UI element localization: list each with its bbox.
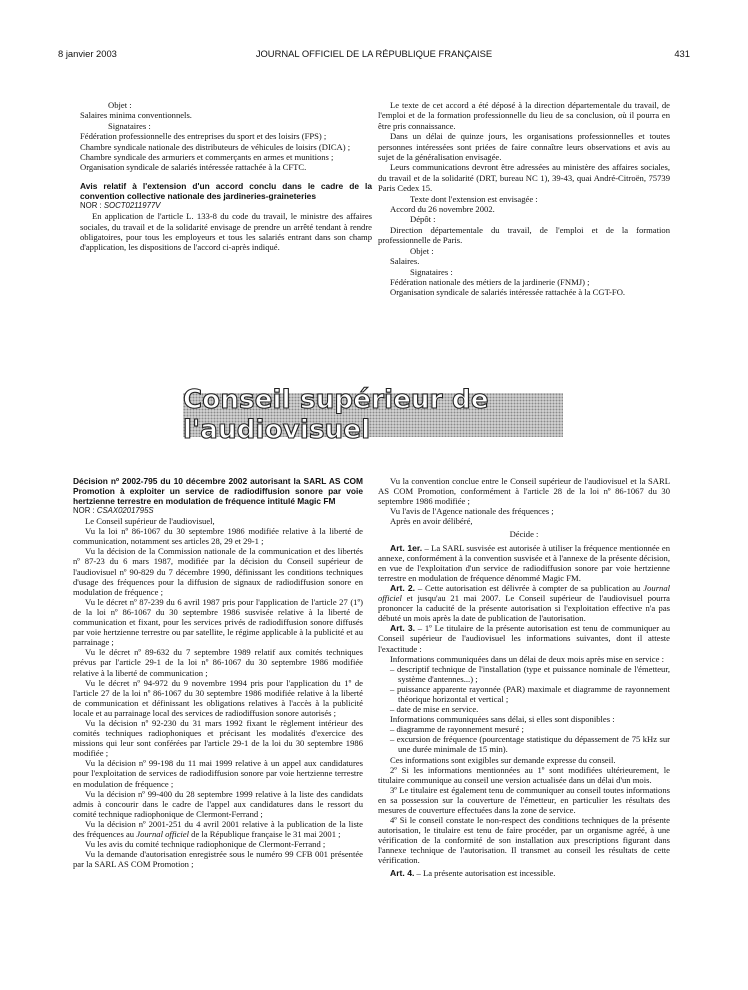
visa-13: Vu l'avis de l'Agence nationale des fréquences ; xyxy=(390,506,554,517)
visa-14: Après en avoir délibéré, xyxy=(390,516,473,527)
article-2 xyxy=(378,583,670,623)
depot-label: Dépôt : xyxy=(410,214,436,225)
texte-label: Texte dont l'extension est envisagée : xyxy=(410,193,538,204)
decide-label: Décide : xyxy=(509,529,539,540)
visa-5: Vu le décret nº 94-972 du 9 novembre 1994 pris pour l'application du 1º de l'article 27 de la loi nº 86-1067 du 30 septembre 1986 modifiée relative à la liberté de communication et définissant les obligations relatives à l'accès à la publicité locale et au parrainage local des services de radiodiffusion sonore autorisés ; xyxy=(73,677,363,718)
signataire-4: Organisation syndicale de salariés intéressée rattachée à la CFTC. xyxy=(80,162,307,173)
dash-item-3: – date de mise en service. xyxy=(390,704,479,715)
dash-item-4: – diagramme de rayonnement mesuré ; xyxy=(390,724,524,735)
article-1-text: – La SARL susvisée est autorisée à utiliser la fréquence mentionnée en annexe, conformément à la convention susvisée et à l'annexe de la présente décision, en vue de l'exploitation d'un service de radiodiffusion sonore par voie hertzienne terrestre en modulation de fréquence dénommé Magic FM. xyxy=(378,542,670,583)
article-4-label: Art. 4. xyxy=(390,867,415,878)
nor-code: CSAX0201795S xyxy=(96,506,154,515)
info-two-months: Informations communiquées dans un délai de deux mois après mise en service : xyxy=(390,653,664,664)
article-4-text: – La présente autorisation est incessible. xyxy=(416,867,556,878)
bottom-right-column xyxy=(378,476,670,878)
objet-label: Objet : xyxy=(108,100,132,110)
depot-paragraph: Le texte de cet accord a été déposé à la direction départementale du travail, de l'emploi et de la formation professionnelle du lieu de sa conclusion, où il pourra en être pris connaissance. xyxy=(378,100,670,131)
avis-title: Avis relatif à l'extension d'un accord conclu dans le cadre de la convention collective nationale des jardineries-graineteries xyxy=(80,180,372,201)
depot-text: Direction départementale du travail, de l'emploi et de la formation professionnelle de Paris. xyxy=(378,224,670,246)
header-date: 8 janvier 2003 xyxy=(58,48,117,59)
paragraph-3: 3º Le titulaire est également tenu de communiquer au conseil toutes informations en sa possession sur la couverture de l'émetteur, en particulier les résultats des mesures de couverture effectuées dans la zone de service. xyxy=(378,784,670,815)
visa-8: Vu la décision nº 99-400 du 28 septembre 1999 relative à la liste des candidats admis à concourir dans le cadre de l'appel aux candidatures dans le ressort du comité technique radiophonique de Clermont-Ferrand ; xyxy=(73,788,363,819)
article-3 xyxy=(378,623,670,653)
page-header xyxy=(58,48,690,64)
avis-nor xyxy=(80,201,372,211)
visa-9-pre: Vu la décision nº 2001-251 du 4 avril 2001 relative à la publication de la liste des fréquences au xyxy=(73,818,363,839)
header-journal-title: JOURNAL OFFICIEL DE LA RÉPUBLIQUE FRANÇAISE xyxy=(255,48,493,59)
article-3-text: – 1º Le titulaire de la présente autorisation est tenu de communiquer au Conseil supérieur de l'audiovisuel les informations suivantes, dont il atteste l'exactitude : xyxy=(378,623,670,654)
dash-item-5: – excursion de fréquence (pourcentage statistique du dépassement de 75 kHz sur une durée minimale de 15 min). xyxy=(390,734,670,755)
communications-paragraph: Leurs communications devront être adressées au ministère des affaires sociales, du travail et de la solidarité (DRT, bureau NC 1), 39-43, quai André-Citroën, 75739 Paris Cedex 15. xyxy=(378,162,670,194)
paragraph-2: 2º Si les informations mentionnées au 1º sont modifiées ultérieurement, le titulaire communique au conseil une version actualisée dans un délai d'un mois. xyxy=(378,764,670,785)
bottom-left-column xyxy=(73,476,363,869)
signataires-label-right: Signataires : xyxy=(410,266,453,277)
nor-code: SOCT0211977V xyxy=(103,200,161,210)
info-no-delay: Informations communiquées sans délai, si elles sont disponibles : xyxy=(390,714,615,725)
visa-4: Vu le décret nº 89-632 du 7 septembre 1989 relatif aux comités techniques prévus par l'article 29-1 de la loi nº 86-1067 du 30 septembre 1986 modifiée relative à la liberté de communication ; xyxy=(73,647,363,678)
visa-1: Vu la loi nº 86-1067 du 30 septembre 1986 modifiée relative à la liberté de communication, notamment ses articles 28, 29 et 29-1 ; xyxy=(73,526,363,547)
paragraph-4: 4º Si le conseil constate le non-respect des conditions techniques de la présente autorisation, le titulaire est tenu de faire procéder, par un organisme agréé, à une vérification de la conformité de son installation aux prescriptions figurant dans l'annexe technique de l'autorisation. Il transmet au conseil les résultats de cette vérification. xyxy=(378,815,670,866)
intro: Le Conseil supérieur de l'audiovisuel, xyxy=(85,516,215,527)
banner-title: Conseil supérieur de l'audiovisuel xyxy=(183,385,489,445)
info-exigibles: Ces informations sont exigibles sur demande expresse du conseil. xyxy=(390,754,616,765)
avis-text: En application de l'article L. 133-8 du code du travail, le ministre des affaires sociales, du travail et de la solidarité envisage de prendre un arrêté tendant à rendre obligatoires, pour tous les employeurs et tous les salariés entrant dans son champ d'application, les dispositions de l'accord ci-après indiqué. xyxy=(80,211,372,253)
decision-title: Décision nº 2002-795 du 10 décembre 2002 autorisant la SARL AS COM Promotion à exploiter un service de radiodiffusion sonore par voie hertzienne terrestre en modulation de fréquence intitulé Magic FM xyxy=(73,476,363,506)
objet-text: Salaires minima conventionnels. xyxy=(80,110,192,121)
signataire-right-2: Organisation syndicale de salariés intéressée rattachée à la CGT-FO. xyxy=(390,287,626,298)
header-page-number: 431 xyxy=(674,48,690,59)
article-1-label: Art. 1er. xyxy=(390,542,423,553)
signataire-right-1: Fédération nationale des métiers de la jardinerie (FNMJ) ; xyxy=(390,276,590,287)
objet-text-right: Salaires. xyxy=(390,256,420,267)
visa-9-post: de la République française le 31 mai 2001 ; xyxy=(191,829,341,839)
visa-6: Vu la décision nº 92-230 du 31 mars 1992 fixant le règlement intérieur des comités techniques radiophoniques et précisant les modalités d'exercice des missions qui leur sont conférées par l'article 29-1 de la loi du 30 septembre 1986 modifiée ; xyxy=(73,717,363,759)
article-1 xyxy=(378,543,670,583)
visa-11: Vu la demande d'autorisation enregistrée sous le numéro 99 CFB 001 présentée par la SARL AS COM Promotion ; xyxy=(73,849,363,870)
top-left-column xyxy=(80,100,372,253)
signataire-1: Fédération professionnelle des entreprises du sport et des loisirs (FPS) ; xyxy=(80,131,327,142)
signataire-3: Chambre syndicale des armuriers et commerçants en armes et munitions ; xyxy=(80,152,334,163)
visa-9-journal: Journal officiel xyxy=(136,829,189,839)
nor-label: NOR : xyxy=(73,506,95,515)
visa-10: Vu les avis du comité technique radiophonique de Clermont-Ferrand ; xyxy=(85,839,326,850)
article-2-post: et jusqu'au 21 mai 2007. Le Conseil supérieur de l'audiovisuel pourra prononcer la caducité de la présente autorisation si l'exploitation effective n'a pas débuté un mois après la date de publication de l'autorisation. xyxy=(378,593,670,624)
decision-nor xyxy=(73,506,363,516)
top-right-column xyxy=(378,100,670,298)
delai-paragraph: Dans un délai de quinze jours, les organisations professionnelles et toutes personnes intéressées sont priées de faire connaître leurs observations et avis au sujet de la généralisation envisagée. xyxy=(378,131,670,163)
dash-item-1: – descriptif technique de l'installation (type et puissance nominale de l'émetteur, système d'antennes...) ; xyxy=(390,663,670,684)
section-banner xyxy=(183,385,563,445)
accord-date: Accord du 26 novembre 2002. xyxy=(390,204,495,215)
visa-3: Vu le décret nº 87-239 du 6 avril 1987 pris pour l'application de l'article 27 (1º) de la loi nº 86-1067 du 30 septembre 1986 susvisée relative à la liberté de communication et fixant, pour les services privés de radiodiffusion sonore diffusés par voie hertzienne terrestre ou par satellite, le régime applicable à la publicité et au parrainage ; xyxy=(73,596,363,648)
signataire-2: Chambre syndicale nationale des distributeurs de véhicules de loisirs (DICA) ; xyxy=(80,141,351,152)
article-3-label: Art. 3. xyxy=(390,623,415,634)
article-2-pre: – Cette autorisation est délivrée à compter de sa publication au xyxy=(417,582,641,593)
visa-2: Vu la décision de la Commission nationale de la communication et des libertés nº 87-23 du 6 mars 1987, modifiée par la décision du Conseil supérieur de l'audiovisuel nº 90-829 du 7 décembre 1990, définissant les conditions techniques d'usage des fréquences pour la diffusion de signaux de radiodiffusion sonore en modulation de fréquence ; xyxy=(73,546,363,597)
visa-9 xyxy=(73,819,363,839)
dash-item-2: – puissance apparente rayonnée (PAR) maximale et diagramme de rayonnement théorique horizontal et vertical ; xyxy=(390,683,670,704)
objet-label-right: Objet : xyxy=(410,245,434,256)
article-2-label: Art. 2. xyxy=(390,582,416,593)
signataires-label: Signataires : xyxy=(108,120,151,131)
nor-label: NOR : xyxy=(80,200,102,210)
article-4 xyxy=(378,868,670,878)
visa-7: Vu la décision nº 99-198 du 11 mai 1999 relative à un appel aux candidatures pour l'exploitation de services de radiodiffusion sonore par voie hertzienne terrestre en modulation de fréquence ; xyxy=(73,758,363,789)
visa-12: Vu la convention conclue entre le Conseil supérieur de l'audiovisuel et la SARL AS COM Promotion, conformément à l'article 28 de la loi nº 86-1067 du 30 septembre 1986 modifiée ; xyxy=(378,476,670,507)
article-2-journal: Journal officiel xyxy=(378,582,671,604)
